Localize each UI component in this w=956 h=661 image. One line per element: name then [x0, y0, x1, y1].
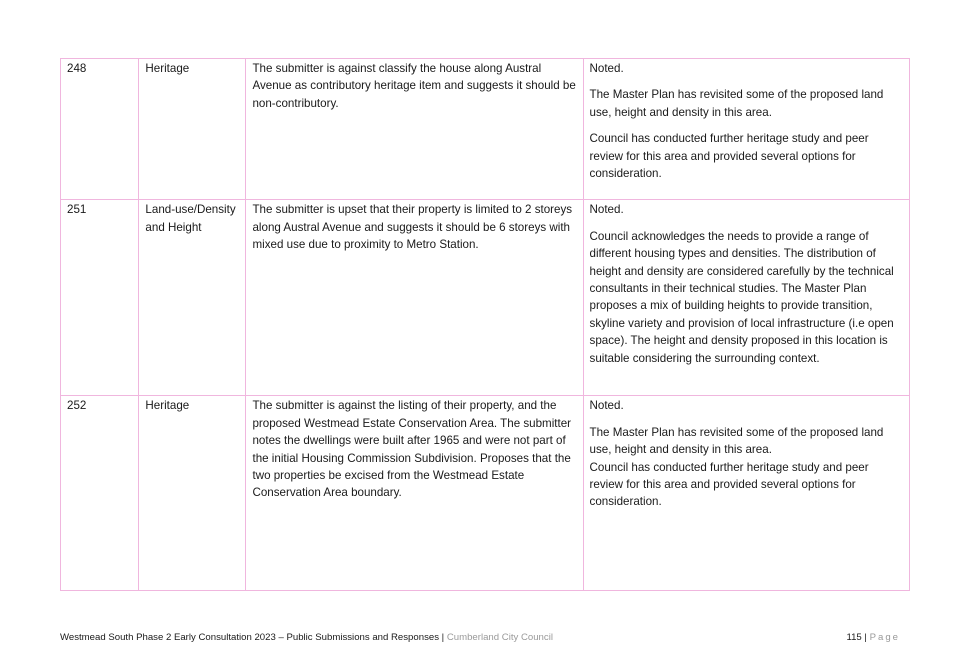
- response-paragraph: The Master Plan has revisited some of the proposed land use, height and density in this area.: [589, 88, 884, 119]
- response-paragraph: Noted.: [589, 399, 624, 413]
- submissions-table: [60, 58, 910, 591]
- document-title: Westmead South Phase 2 Early Consultation 2023 – Public Submissions and Responses: [60, 632, 439, 643]
- page-separator: |: [864, 632, 867, 643]
- submission-summary: The submitter is against the listing of their property, and the proposed Westmead Estate Conservation Area. The submitter notes the dwellings were built after 1965 and were not part of the initial Housing Commission Subdivision. Proposes that the two properties be excised from the Westmead Estate Conservation Area boundary.: [246, 396, 583, 591]
- submission-id: 248: [61, 59, 139, 200]
- submission-summary: The submitter is upset that their property is limited to 2 storeys along Austral Avenue and suggests it should be 6 storeys with mixed use due to proximity to Metro Station.: [246, 200, 583, 396]
- response-paragraph: Council acknowledges the needs to provide a range of different housing types and densities. The distribution of height and density are considered carefully by the technical consultants in their technical studies. The Master Plan proposes a mix of building heights to provide transition, skyline variety and provision of local infrastructure (i.e open space). The height and density proposed in this location is suitable considering the surrounding context.: [589, 229, 894, 365]
- page-number-block: [846, 632, 900, 643]
- table-row: [61, 59, 910, 200]
- submission-id: 251: [61, 200, 139, 396]
- response-paragraph: Council has conducted further heritage study and peer review for this area and provided several options for consideration.: [589, 132, 869, 181]
- page-number: 115: [846, 632, 862, 643]
- submission-topic: Heritage: [139, 396, 246, 591]
- council-response: [583, 396, 909, 591]
- response-paragraph: Noted.: [589, 62, 624, 75]
- page-footer: [60, 632, 900, 643]
- council-name: Cumberland City Council: [446, 632, 553, 643]
- council-response: [583, 200, 909, 396]
- footer-separator: |: [441, 632, 445, 643]
- page-word: Page: [869, 632, 900, 643]
- council-response: [583, 59, 909, 200]
- submission-topic: Land-use/Density and Height: [139, 200, 246, 396]
- submission-id: 252: [61, 396, 139, 591]
- submission-topic: Heritage: [139, 59, 246, 200]
- table-row: [61, 396, 910, 591]
- response-paragraph: Council has conducted further heritage study and peer review for this area and provided several options for consideration.: [589, 460, 869, 509]
- response-paragraph: Noted.: [589, 203, 624, 217]
- response-paragraph: The Master Plan has revisited some of the proposed land use, height and density in this area.: [589, 425, 884, 457]
- submission-summary: The submitter is against classify the house along Austral Avenue as contributory heritage item and suggests it should be non-contributory.: [246, 59, 583, 200]
- table-row: [61, 200, 910, 396]
